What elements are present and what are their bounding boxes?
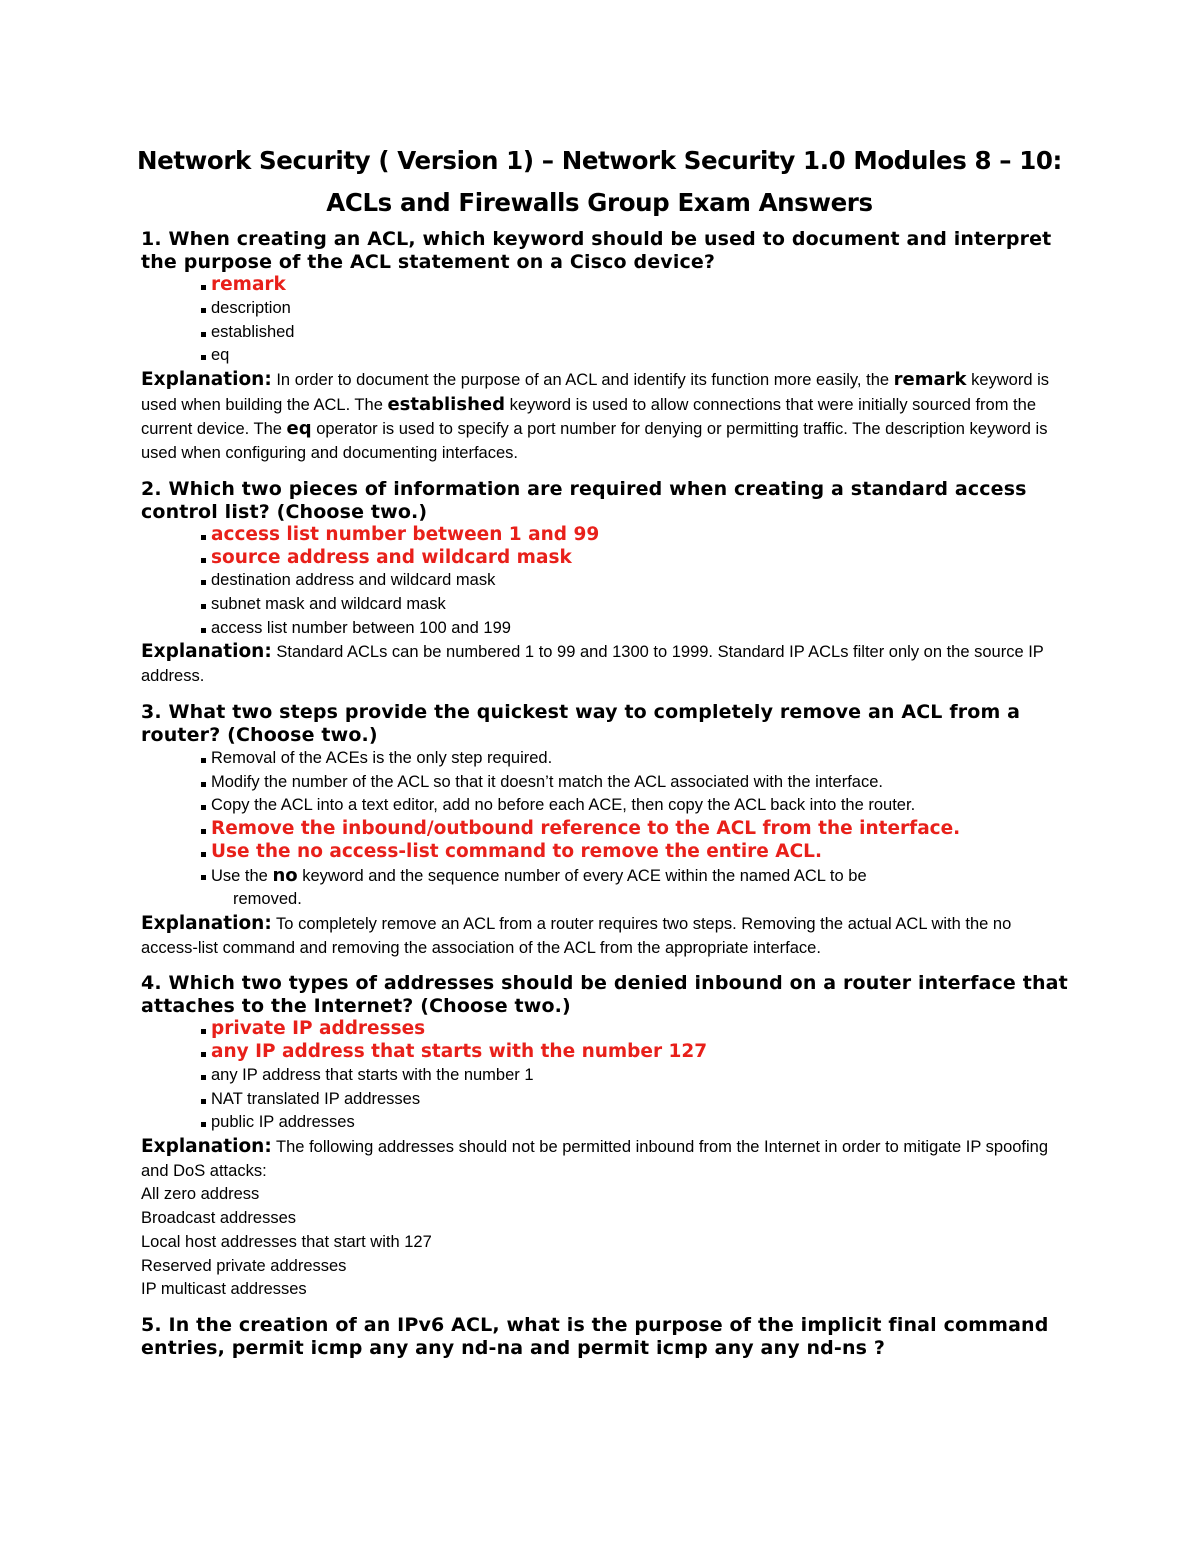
answer-option-correct: access list number between 1 and 99	[199, 524, 1070, 547]
answer-option-correct: remark	[199, 274, 1070, 297]
answer-options	[141, 1018, 1070, 1135]
explanation-text: keyword is used when building the ACL. The	[141, 370, 1050, 414]
answer-option: eq	[199, 344, 1070, 368]
title-line-2: ACLs and Firewalls Group Exam Answers	[326, 188, 873, 217]
answer-option: Copy the ACL into a text editor, add no before each ACE, then copy the ACL back into the router.	[199, 794, 1070, 818]
explanation-text: operator is used to specify a port number for denying or permitting traffic. The description keyword is used when configuring and documenting interfaces.	[141, 420, 1048, 463]
question-text: 5. In the creation of an IPv6 ACL, what is the purpose of the implicit final command entries, permit icmp any any nd-na and permit icmp any any nd-ns ?	[141, 1313, 1049, 1359]
document-title	[129, 140, 1070, 224]
explanation	[141, 912, 1070, 960]
question-4	[141, 972, 1070, 1302]
explanation-text: In order to document the purpose of an ACL and identify its function more easily, the	[271, 370, 894, 389]
keyword-eq: eq	[286, 418, 312, 440]
keyword-remark: remark	[893, 368, 967, 390]
explanation-text: Standard ACLs can be numbered 1 to 99 and 1300 to 1999. Standard IP ACLs filter only on the source IP address.	[141, 643, 1044, 686]
explanation-label: Explanation:	[141, 912, 272, 934]
explanation-text: To completely remove an ACL from a router requires two steps. Removing the actual ACL with the no access-list command and removing the association of the ACL from the appropriate interface.	[141, 914, 1012, 957]
keyword-no: no	[272, 864, 298, 886]
option-text-continued: removed.	[233, 890, 302, 909]
explanation-text: keyword is used to allow connections that were initially sourced from the current device. The	[141, 395, 1036, 439]
answer-option: established	[199, 321, 1070, 345]
question-text: 4. Which two types of addresses should be denied inbound on a router interface that attaches to the Internet? (Choose two.)	[141, 972, 1068, 1018]
answer-option-correct: Use the no access-list command to remove the entire ACL.	[199, 841, 1070, 864]
question-text: 1. When creating an ACL, which keyword should be used to document and interpret the purpose of the ACL statement on a Cisco device?	[141, 228, 1052, 273]
answer-option: public IP addresses	[199, 1111, 1070, 1135]
answer-options	[141, 747, 1070, 912]
explanation	[141, 640, 1070, 688]
option-text: keyword and the sequence number of every ACE within the named ACL to be	[297, 866, 867, 885]
answer-option-correct: Remove the inbound/outbound reference to the ACL from the interface.	[199, 818, 1070, 841]
question-2	[141, 478, 1070, 689]
answer-option: access list number between 100 and 199	[199, 617, 1070, 641]
answer-option-correct: any IP address that starts with the number 127	[199, 1041, 1070, 1064]
question-5	[141, 1314, 1070, 1360]
answer-option-correct: private IP addresses	[199, 1018, 1070, 1041]
explanation-list-item: IP multicast addresses	[141, 1280, 307, 1299]
explanation-label: Explanation:	[141, 641, 272, 663]
explanation-list-item: Local host addresses that start with 127	[141, 1232, 432, 1251]
explanation-list-item: Reserved private addresses	[141, 1256, 347, 1275]
question-3	[141, 701, 1070, 961]
answer-options	[141, 274, 1070, 368]
answer-option: NAT translated IP addresses	[199, 1088, 1070, 1112]
title-line-1: Network Security ( Version 1) – Network Security 1.0 Modules 8 – 10:	[137, 146, 1062, 175]
answer-option: any IP address that starts with the number 1	[199, 1064, 1070, 1088]
option-text: Use the	[211, 866, 273, 885]
explanation-list-item: All zero address	[141, 1185, 260, 1204]
answer-option: subnet mask and wildcard mask	[199, 593, 1070, 617]
explanation-list-item: Broadcast addresses	[141, 1209, 297, 1228]
explanation	[141, 1135, 1070, 1183]
answer-option	[199, 864, 1070, 912]
question-text: 3. What two steps provide the quickest way to completely remove an ACL from a router? (Choose two.)	[141, 700, 1021, 746]
question-1	[141, 228, 1070, 466]
answer-option: Removal of the ACEs is the only step required.	[199, 747, 1070, 771]
explanation-label: Explanation:	[141, 368, 272, 390]
answer-option: destination address and wildcard mask	[199, 569, 1070, 593]
answer-option-correct: source address and wildcard mask	[199, 547, 1070, 570]
explanation	[141, 368, 1070, 466]
explanation-text: The following addresses should not be permitted inbound from the Internet in order to mitigate IP spoofing and DoS attacks:	[141, 1138, 1049, 1180]
keyword-established: established	[387, 393, 505, 415]
answer-option: Modify the number of the ACL so that it doesn’t match the ACL associated with the interface.	[199, 771, 1070, 795]
answer-option: description	[199, 297, 1070, 321]
explanation-label: Explanation:	[141, 1136, 272, 1158]
answer-options	[141, 524, 1070, 641]
question-text: 2. Which two pieces of information are required when creating a standard access control list? (Choose two.)	[141, 477, 1027, 523]
